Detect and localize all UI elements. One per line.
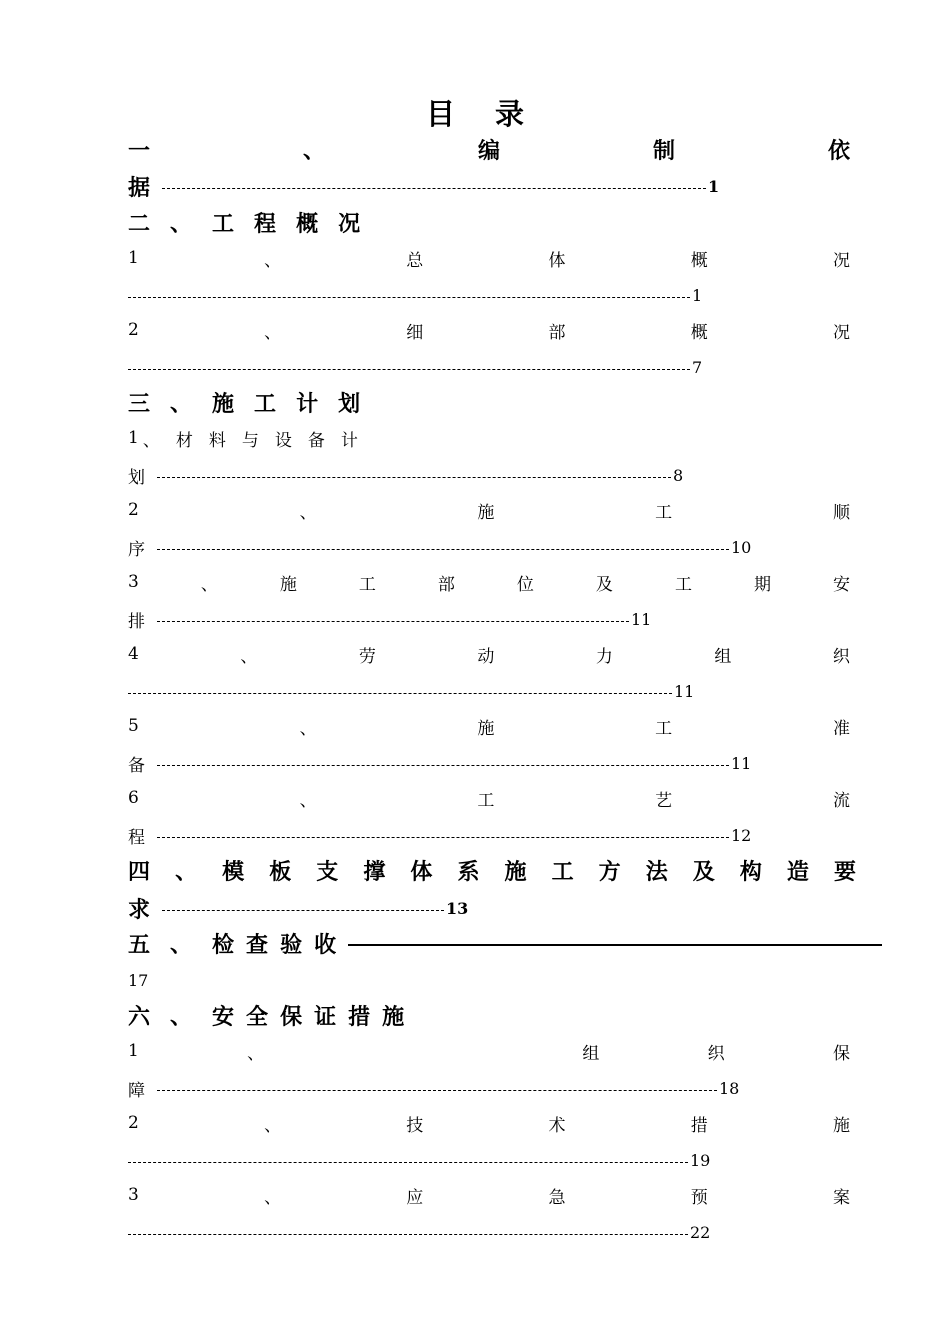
toc-item-3-5[interactable]: 5 、 施 工 准 xyxy=(128,716,850,739)
dot-leader xyxy=(128,693,672,694)
toc-item-6-1[interactable]: 1 、 组 织 保 xyxy=(128,1041,850,1064)
toc-item-3-1-leader[interactable]: 划 8 xyxy=(128,465,684,488)
page-number: 11 xyxy=(674,681,695,701)
page-number: 13 xyxy=(446,898,469,918)
toc-item-3-4-leader[interactable] xyxy=(128,673,694,709)
dot-leader xyxy=(162,910,444,911)
page-number: 19 xyxy=(690,1150,711,1170)
toc-section-1-leader[interactable]: 据 1 xyxy=(128,174,720,201)
dot-leader xyxy=(157,477,671,478)
toc-section-5[interactable]: 五 、 检 查 验 收 xyxy=(128,925,884,961)
toc-item-3-5-leader[interactable]: 备 11 xyxy=(128,753,752,776)
toc-item-3-2-leader[interactable]: 序 10 xyxy=(128,537,752,560)
page-number: 12 xyxy=(731,825,752,845)
toc-section-4[interactable]: 四 、 模 板 支 撑 体 系 施 工 方 法 及 构 造 要 xyxy=(128,858,856,885)
toc-item-3-6[interactable]: 6 、 工 艺 流 xyxy=(128,788,850,811)
toc-item-6-2-leader[interactable] xyxy=(128,1142,710,1178)
dot-leader xyxy=(157,549,729,550)
toc-item-6-3-leader[interactable] xyxy=(128,1214,710,1250)
toc-section-2[interactable]: 二 、 工 程 概 况 xyxy=(128,210,361,237)
page-number: 1 xyxy=(692,285,703,305)
toc-item-3-3-leader[interactable]: 排 11 xyxy=(128,609,652,632)
dot-leader xyxy=(157,1090,717,1091)
toc-section-4-leader[interactable]: 求 13 xyxy=(128,896,469,923)
page-number: 8 xyxy=(673,465,684,485)
page-number: 17 xyxy=(128,970,149,990)
toc-item-2-1[interactable]: 1 、 总 体 概 况 xyxy=(128,248,850,271)
toc-item-2-2-leader[interactable] xyxy=(128,349,702,385)
toc-section-6[interactable]: 六 、 安 全 保 证 措 施 xyxy=(128,1003,405,1030)
toc-item-3-1[interactable]: 1 、 材 料 与 设 备 计 xyxy=(128,428,358,451)
dot-leader xyxy=(157,837,729,838)
dot-leader xyxy=(128,297,690,298)
page-number: 1 xyxy=(708,176,720,196)
toc-item-6-2[interactable]: 2 、 技 术 措 施 xyxy=(128,1113,850,1136)
page-number: 10 xyxy=(731,537,752,557)
dot-leader xyxy=(157,765,729,766)
dot-leader xyxy=(162,188,706,189)
toc-section-5-page[interactable] xyxy=(128,962,148,998)
dot-leader xyxy=(128,369,690,370)
toc-section-1[interactable]: 一 、 编 制 依 xyxy=(128,137,850,164)
toc-item-6-1-leader[interactable]: 障 18 xyxy=(128,1078,740,1101)
dot-leader xyxy=(128,1234,688,1235)
toc-title: 目 录 xyxy=(425,97,525,131)
page-number: 18 xyxy=(719,1078,740,1098)
dot-leader xyxy=(128,1162,688,1163)
toc-section-3[interactable]: 三 、 施 工 计 划 xyxy=(128,390,361,417)
page-number: 11 xyxy=(631,609,652,629)
page-number: 7 xyxy=(692,357,703,377)
toc-item-3-6-leader[interactable]: 程 12 xyxy=(128,825,752,848)
toc-item-2-1-leader[interactable] xyxy=(128,277,702,313)
dot-leader xyxy=(348,944,882,946)
page-number: 11 xyxy=(731,753,752,773)
toc-item-3-4[interactable]: 4 、 劳 动 力 组 织 xyxy=(128,644,850,667)
dot-leader xyxy=(157,621,629,622)
toc-item-6-3[interactable]: 3 、 应 急 预 案 xyxy=(128,1185,850,1208)
toc-item-3-3[interactable]: 3 、 施 工 部 位 及 工 期 安 xyxy=(128,572,850,595)
page-number: 22 xyxy=(690,1222,711,1242)
toc-item-3-2[interactable]: 2 、 施 工 顺 xyxy=(128,500,850,523)
toc-item-2-2[interactable]: 2 、 细 部 概 况 xyxy=(128,320,850,343)
